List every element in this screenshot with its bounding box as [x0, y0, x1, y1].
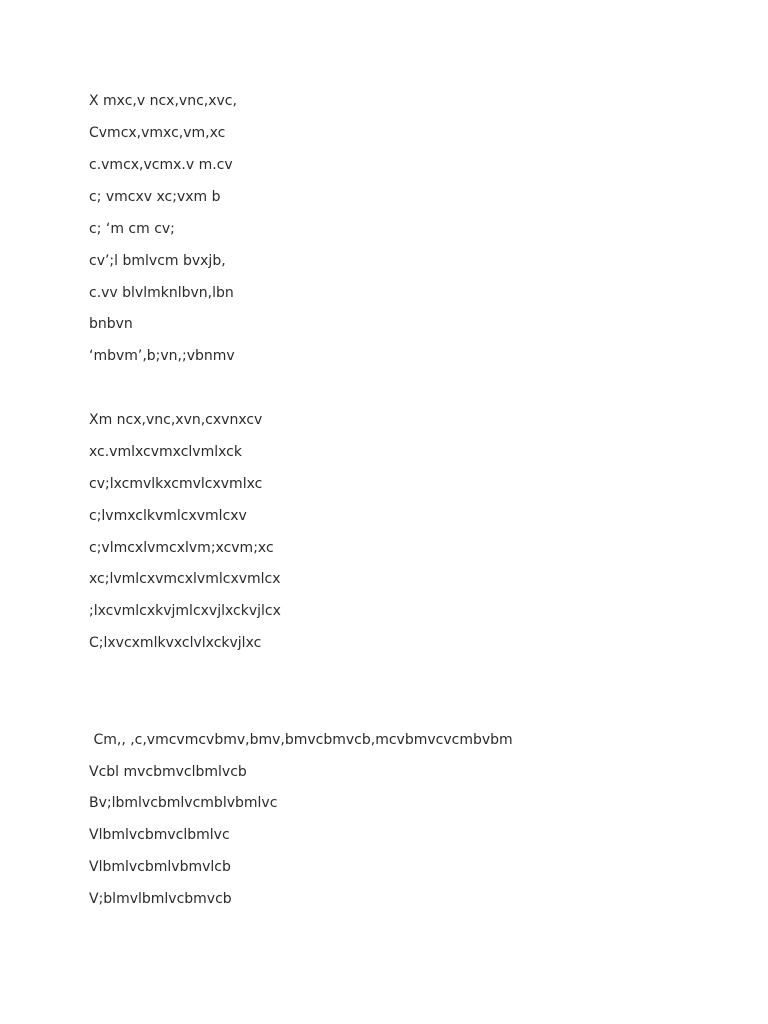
text-line: Bv;lbmlvcbmlvcmblvbmlvc — [89, 795, 278, 811]
text-line: xc;lvmlcxvmcxlvmlcxvmlcx — [89, 571, 281, 587]
text-line: c.vmcx,vcmx.v m.cv — [89, 157, 233, 173]
text-line: c;vlmcxlvmcxlvm;xcvm;xc — [89, 540, 274, 556]
text-line: c; vmcxv xc;vxm b — [89, 189, 221, 205]
text-line: bnbvn — [89, 316, 133, 332]
text-line: Xm ncx,vnc,xvn,cxvnxcv — [89, 412, 263, 428]
text-line: c;lvmxclkvmlcxvmlcxv — [89, 508, 247, 524]
text-line: ;lxcvmlcxkvjmlcxvjlxckvjlcx — [89, 603, 281, 619]
text-line: cv’;l bmlvcm bvxjb, — [89, 253, 226, 269]
text-line: C;lxvcxmlkvxclvlxckvjlxc — [89, 635, 262, 651]
text-line: c.vv blvlmknlbvn,lbn — [89, 285, 234, 301]
text-line: c; ‘m cm cv; — [89, 221, 175, 237]
text-line: X mxc,v ncx,vnc,xvc, — [89, 93, 237, 109]
text-line: cv;lxcmvlkxcmvlcxvmlxc — [89, 476, 263, 492]
text-line: V;blmvlbmlvcbmvcb — [89, 891, 232, 907]
text-line: Vlbmlvcbmlvbmvlcb — [89, 859, 231, 875]
text-line: Vlbmlvcbmvclbmlvc — [89, 827, 230, 843]
text-line: ‘mbvm’,b;vn,;vbnmv — [89, 348, 235, 364]
text-line: Vcbl mvcbmvclbmlvcb — [89, 764, 247, 780]
text-line: Cm,, ,c,vmcvmcvbmv,bmv,bmvcbmvcb,mcvbmvcvcmbvbm — [89, 732, 513, 748]
text-line: xc.vmlxcvmxclvmlxck — [89, 444, 242, 460]
text-line: Cvmcx,vmxc,vm,xc — [89, 125, 226, 141]
